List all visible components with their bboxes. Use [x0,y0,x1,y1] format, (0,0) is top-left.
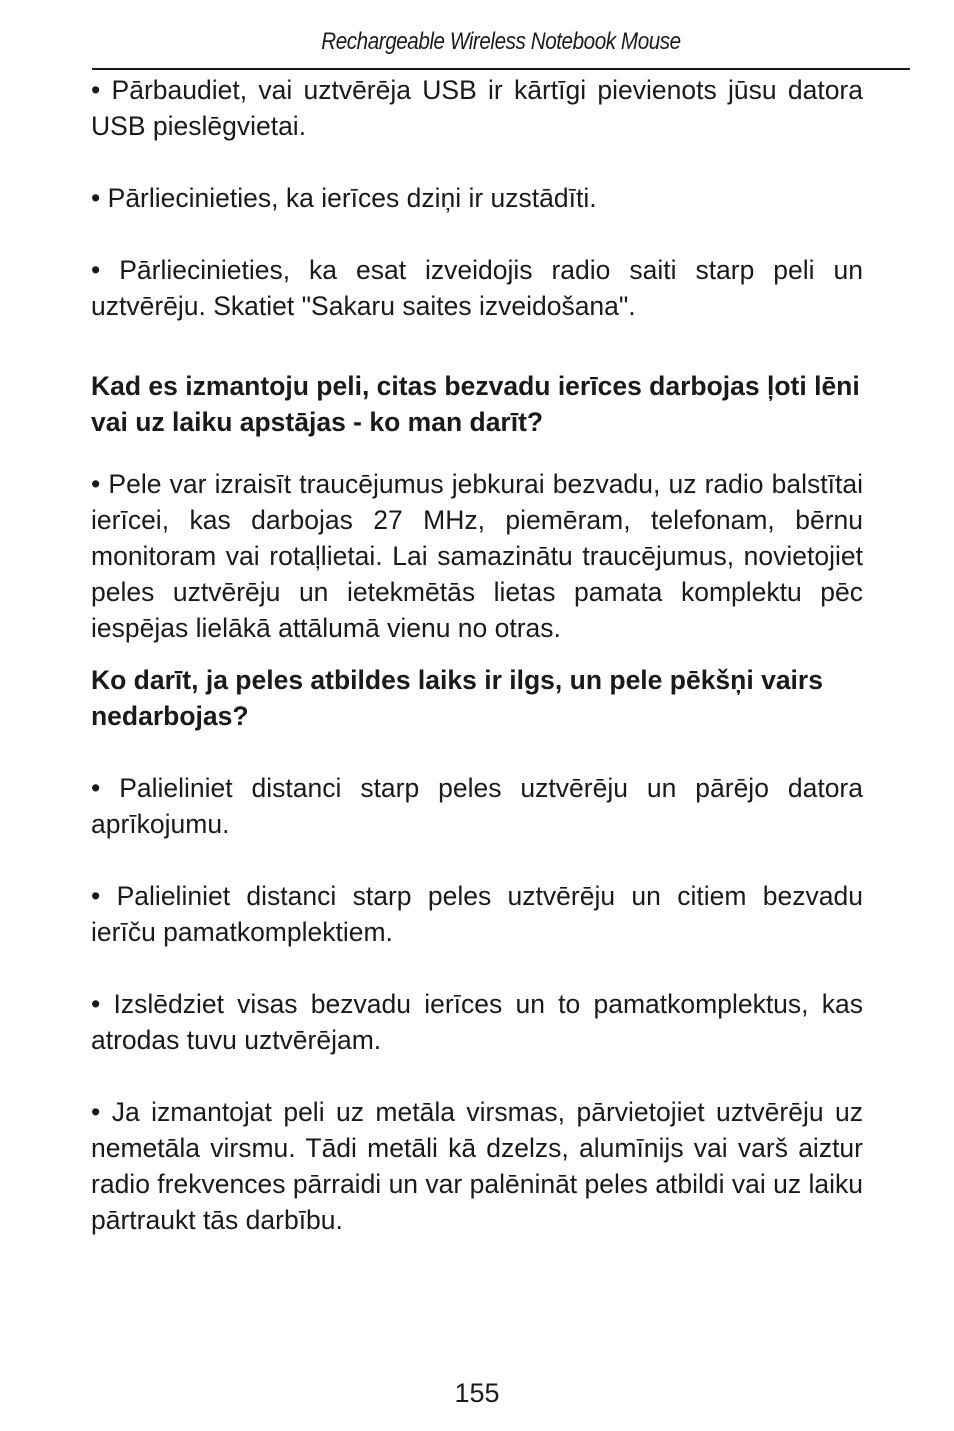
bullet-drivers: • Pārliecinieties, ka ierīces dziņi ir uzstādīti. [91,183,597,213]
bullet-interference: • Pele var izraisīt traucējumus jebkurai bezvadu, uz radio balstītai ierīcei, kas darbojas 27 MHz, piemēram, telefonam, bērnu monitoram vai rotaļlietai. Lai samazinātu traucējumus, novietojiet peles uztvērēju un ietekmētās lietas pamata komplektu pēc iespējas lielākā attālumā vienu no otras. [91,469,863,643]
question-response-time: Ko darīt, ja peles atbildes laiks ir ilgs, un pele pēkšņi vairs nedarbojas? [91,665,823,731]
page-content [91,72,863,1238]
bullet-radio-link: • Pārliecinieties, ka esat izveidojis radio saiti starp peli un uztvērēju. Skatiet "Sakaru saites izveidošana". [91,255,863,321]
header-title: Rechargeable Wireless Notebook Mouse [321,28,681,55]
bullet-turn-off: • Izslēdziet visas bezvadu ierīces un to pamatkomplektus, kas atrodas tuvu uztvērējam. [91,989,863,1055]
page-header [92,28,910,70]
bullet-distance-wireless: • Palieliniet distanci starp peles uztvērēju un citiem bezvadu ierīču pamatkomplektiem. [91,881,863,947]
bullet-distance-computer: • Palieliniet distanci starp peles uztvērēju un pārējo datora aprīkojumu. [91,773,863,839]
bullet-check-usb: • Pārbaudiet, vai uztvērēja USB ir kārtīgi pievienots jūsu datora USB pieslēgvietai. [91,75,863,141]
bullet-metal-surface: • Ja izmantojat peli uz metāla virsmas, pārvietojiet uztvērēju uz nemetāla virsmu. Tādi metāli kā dzelzs, alumīnijs vai varš aiztur radio frekvences pārraidi un var palēnināt peles atbildi vai uz laiku pārtraukt tās darbību. [91,1097,863,1235]
question-slow-devices: Kad es izmantoju peli, citas bezvadu ierīces darbojas ļoti lēni vai uz laiku apstājas - ko man darīt? [91,371,860,437]
page-number: 155 [454,1378,500,1408]
